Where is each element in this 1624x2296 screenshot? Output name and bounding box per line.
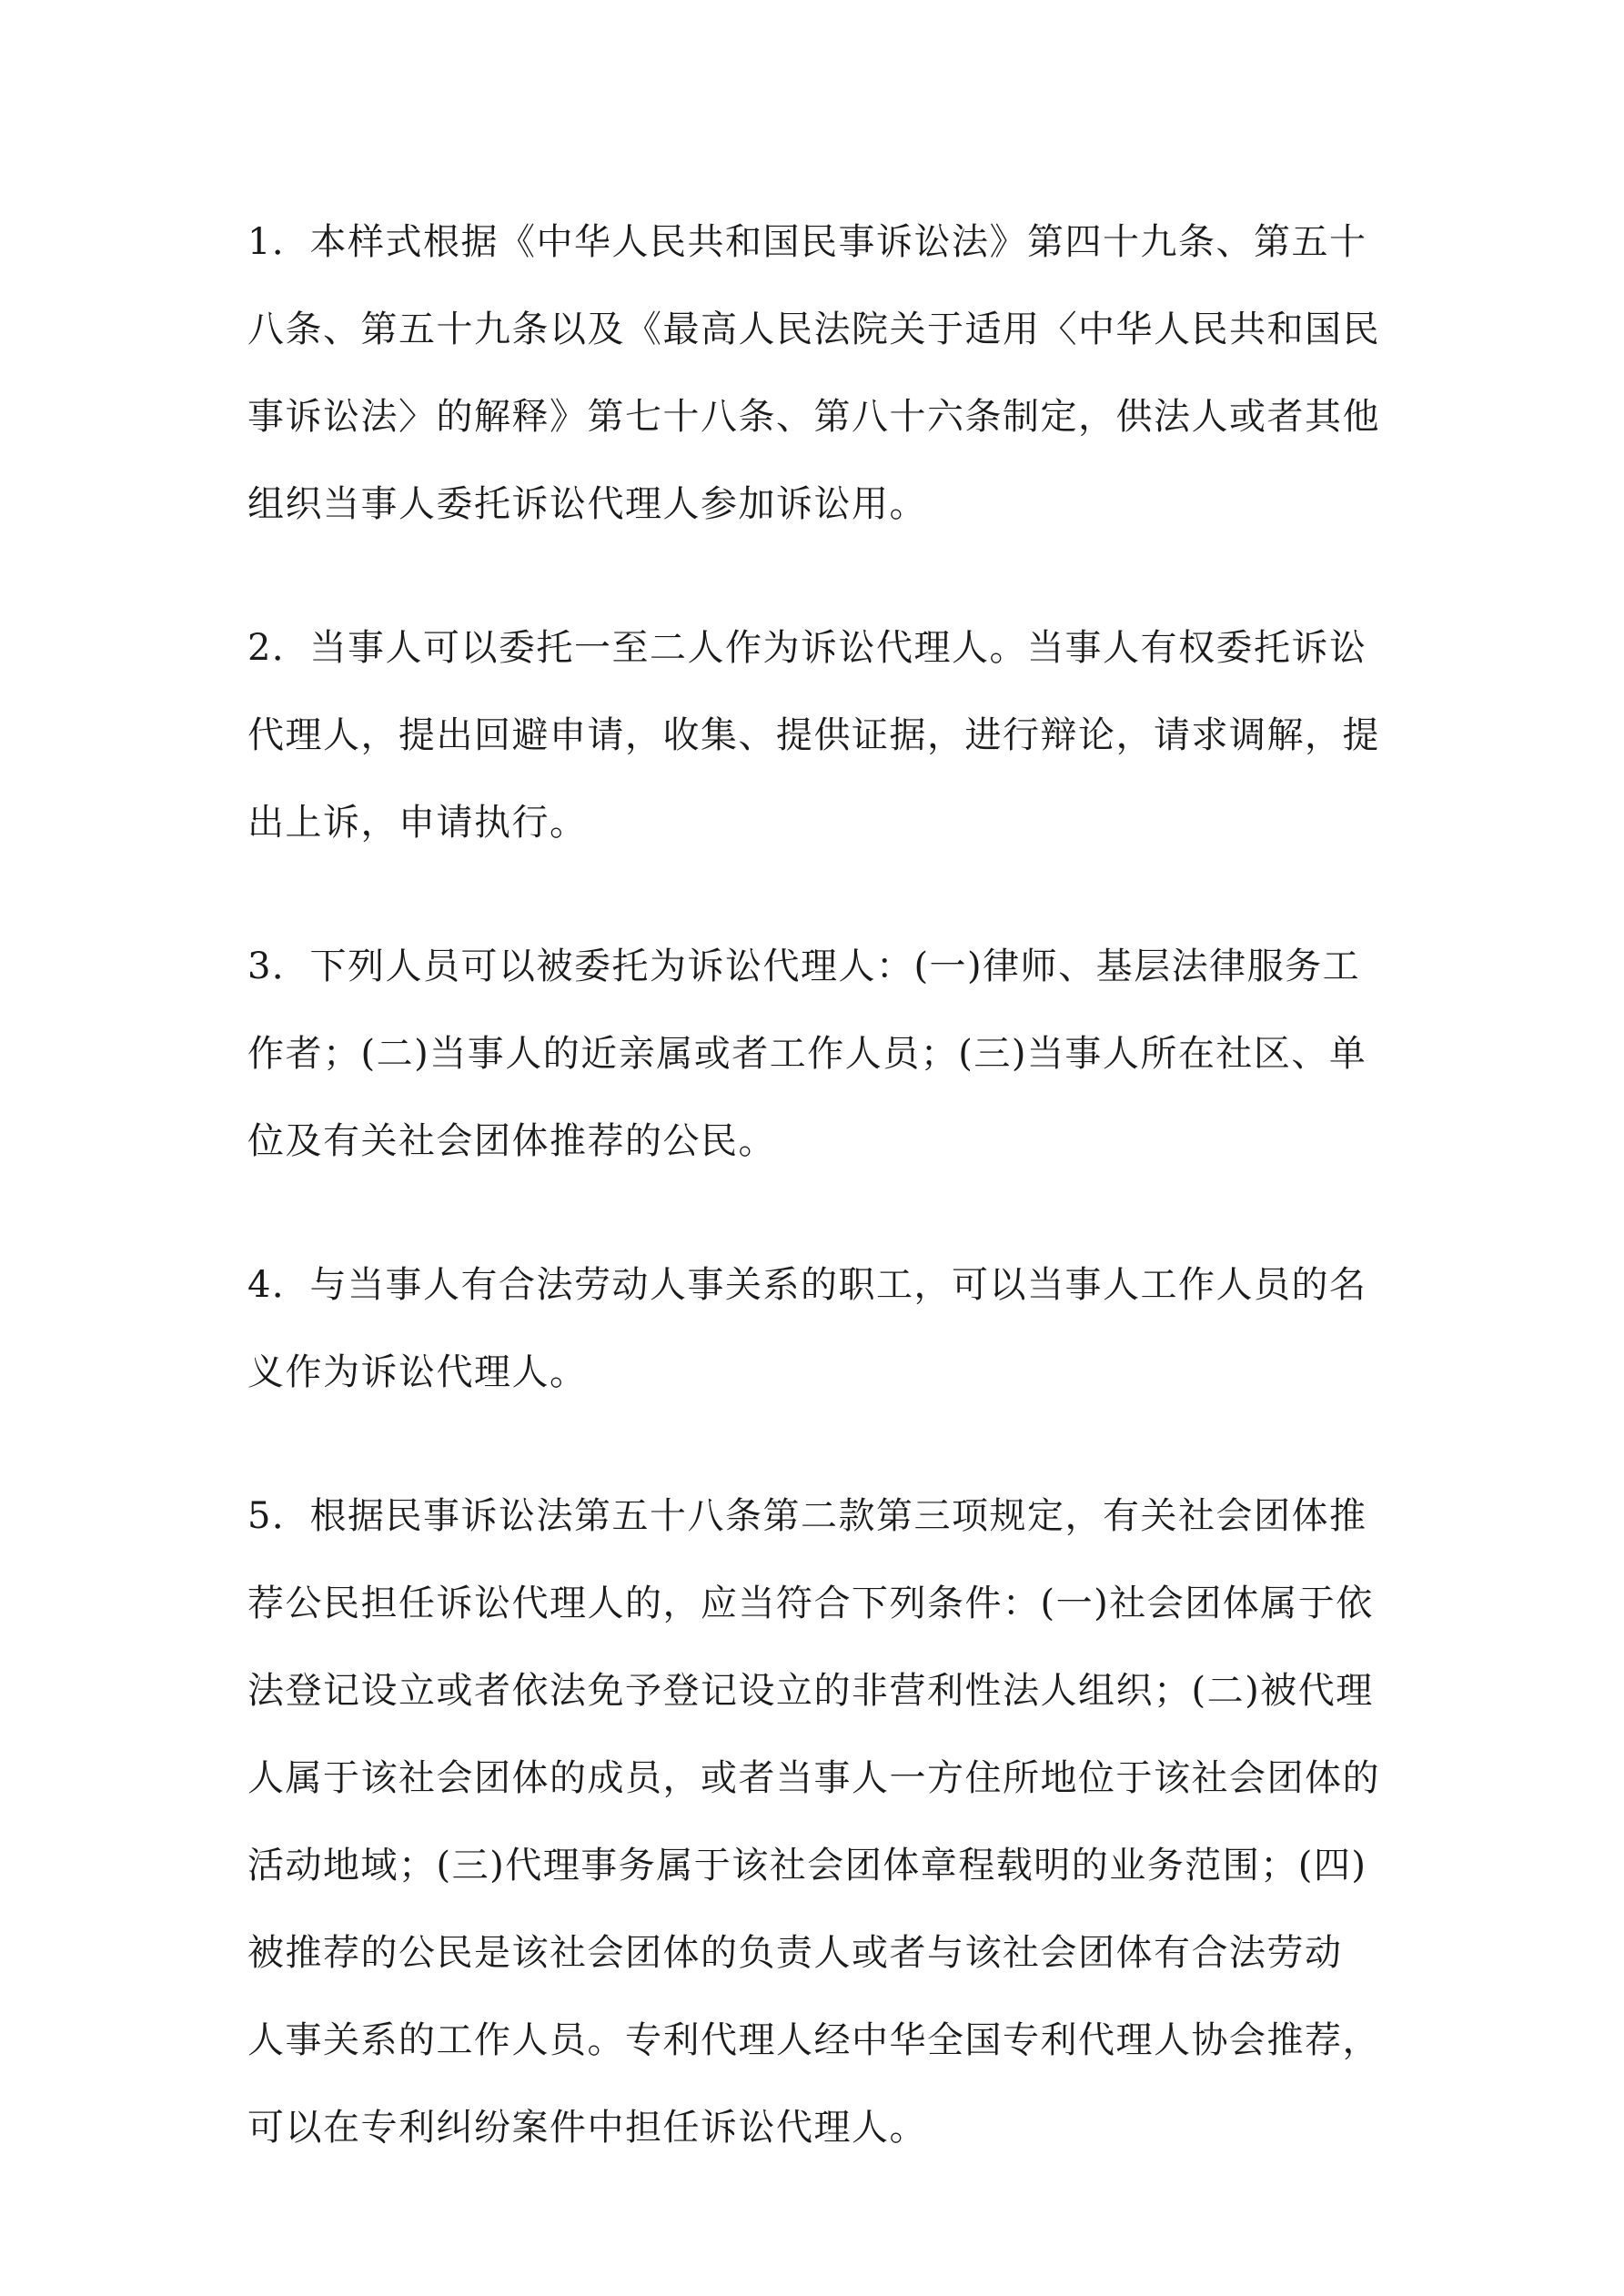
- paragraph-line: 八条、第五十九条以及《最高人民法院关于适用〈中华人民共和国民: [247, 308, 1380, 350]
- paragraph-line: 组织当事人委托诉讼代理人参加诉讼用。: [247, 483, 927, 525]
- paragraph-line: 可以在专利纠纷案件中担任诉讼代理人。: [247, 2107, 927, 2149]
- paragraph-4: [247, 1241, 1387, 1416]
- paragraph-line: 被推荐的公民是该社会团体的负责人或者与该社会团体有合法劳动: [247, 1932, 1343, 1974]
- paragraph-line: 位及有关社会团体推荐的公民。: [247, 1120, 776, 1162]
- paragraph-line: 2．当事人可以委托一至二人作为诉讼代理人。当事人有权委托诉讼: [247, 627, 1367, 669]
- paragraph-line: 人事关系的工作人员。专利代理人经中华全国专利代理人协会推荐，: [247, 2019, 1380, 2061]
- paragraph-line: 荐公民担任诉讼代理人的，应当符合下列条件：(一)社会团体属于依: [247, 1583, 1374, 1624]
- paragraph-line: 5．根据民事诉讼法第五十八条第二款第三项规定，有关社会团体推: [247, 1495, 1367, 1537]
- paragraph-5: [247, 1472, 1387, 2171]
- paragraph-line: 活动地域；(三)代理事务属于该社会团体章程载明的业务范围；(四): [247, 1845, 1367, 1886]
- paragraph-1: [247, 198, 1387, 548]
- paragraph-line: 法登记设立或者依法免予登记设立的非营利性法人组织；(二)被代理: [247, 1670, 1374, 1712]
- paragraph-line: 代理人，提出回避申请，收集、提供证据，进行辩论，请求调解，提: [247, 714, 1380, 756]
- paragraph-line: 3．下列人员可以被委托为诉讼代理人：(一)律师、基层法律服务工: [247, 946, 1361, 987]
- document-body: [247, 198, 1387, 2228]
- paragraph-line: 人属于该社会团体的成员，或者当事人一方住所地位于该社会团体的: [247, 1757, 1380, 1799]
- paragraph-line: 出上诉，申请执行。: [247, 802, 588, 844]
- paragraph-line: 4．与当事人有合法劳动人事关系的职工，可以当事人工作人员的名: [247, 1264, 1367, 1306]
- paragraph-line: 1．本样式根据《中华人民共和国民事诉讼法》第四十九条、第五十: [247, 221, 1367, 263]
- paragraph-line: 作者；(二)当事人的近亲属或者工作人员；(三)当事人所在社区、单: [247, 1033, 1367, 1075]
- paragraph-2: [247, 604, 1387, 866]
- paragraph-3: [247, 923, 1387, 1185]
- paragraph-line: 事诉讼法〉的解释》第七十八条、第八十六条制定，供法人或者其他: [247, 396, 1380, 438]
- paragraph-line: 义作为诉讼代理人。: [247, 1351, 588, 1393]
